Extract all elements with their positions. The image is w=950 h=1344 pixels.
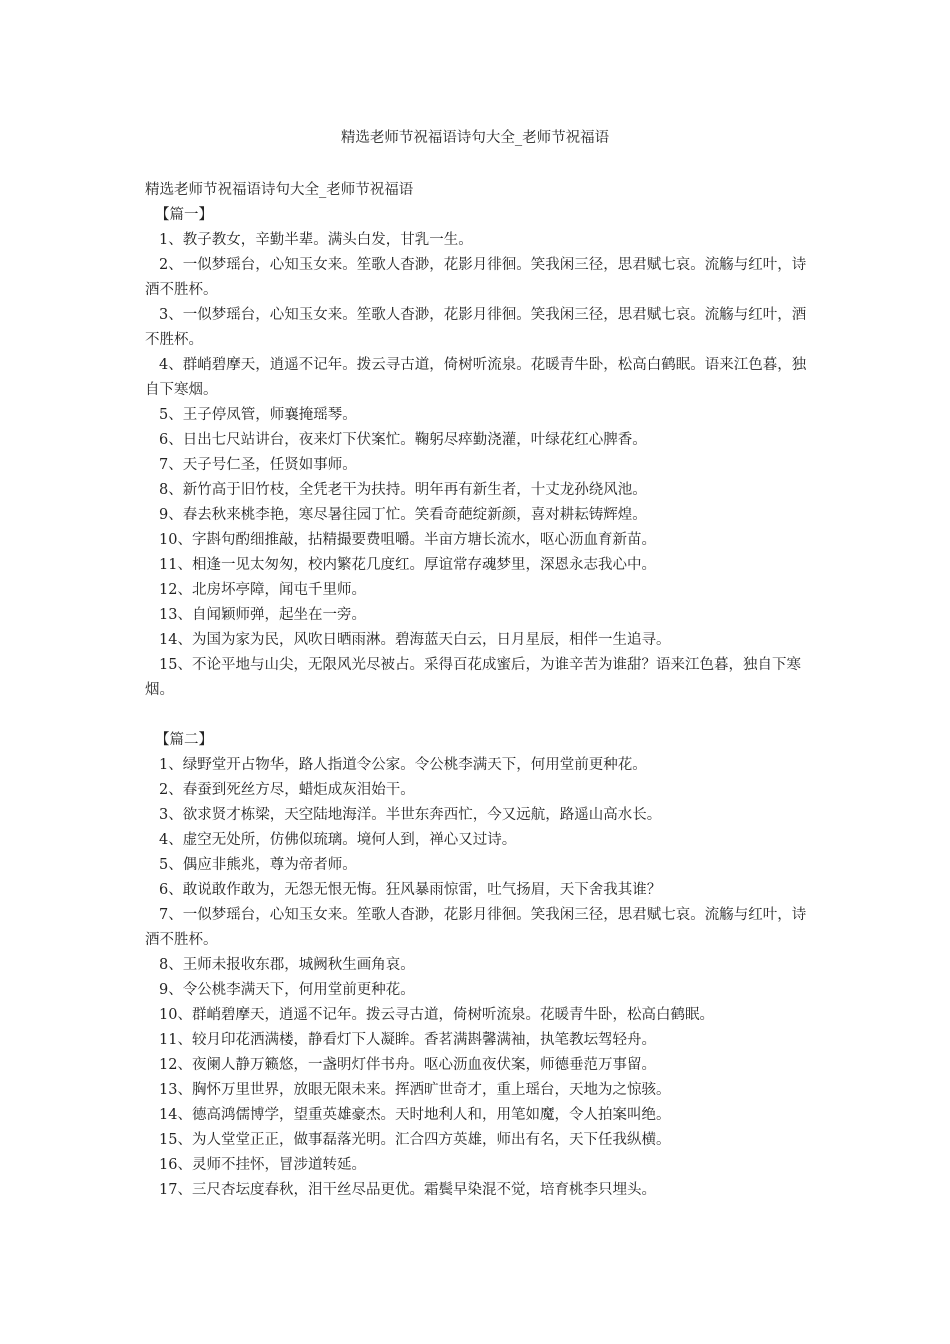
section-1 xyxy=(145,203,810,703)
poem-line: 4、群峭碧摩天，逍遥不记年。拨云寻古道，倚树听流泉。花暖青牛卧，松高白鹤眠。语来江色暮，独自下寒烟。 xyxy=(145,357,807,398)
poem-line: 3、一似梦瑶台，心知玉女来。笙歌人杳渺，花影月徘徊。笑我闲三径，思君赋七哀。流觞与红叶，酒不胜杯。 xyxy=(145,307,807,348)
poem-line: 8、新竹高于旧竹枝，全凭老干为扶持。明年再有新生者，十丈龙孙绕风池。 xyxy=(159,482,647,498)
section-heading: 【篇二】 xyxy=(155,732,213,748)
poem-line: 16、灵师不挂怀，冒涉道转延。 xyxy=(159,1157,366,1173)
poem-line: 11、相逢一见太匆匆，校内繁花几度红。厚谊常存魂梦里，深恩永志我心中。 xyxy=(159,557,656,573)
poem-line: 6、敢说敢作敢为，无怨无恨无悔。狂风暴雨惊雷，吐气扬眉，天下舍我其谁？ xyxy=(159,882,662,898)
section-heading: 【篇一】 xyxy=(155,207,213,223)
poem-line: 1、教子教女，辛勤半辈。满头白发，甘乳一生。 xyxy=(159,232,473,248)
poem-line: 15、不论平地与山尖，无限风光尽被占。采得百花成蜜后，为谁辛苦为谁甜？语来江色暮，独自下寒烟。 xyxy=(145,657,801,698)
poem-line: 4、虚空无处所，仿佛似琉璃。境何人到，禅心又过诗。 xyxy=(159,832,517,848)
poem-line: 14、为国为家为民，风吹日晒雨淋。碧海蓝天白云，日月星辰，相伴一生追寻。 xyxy=(159,632,671,648)
poem-line: 7、一似梦瑶台，心知玉女来。笙歌人杳渺，花影月徘徊。笑我闲三径，思君赋七哀。流觞与红叶，诗酒不胜杯。 xyxy=(145,907,807,948)
poem-line: 14、德高鸿儒博学，望重英雄豪杰。天时地利人和，用笔如魔，令人拍案叫绝。 xyxy=(159,1107,671,1123)
poem-line: 2、一似梦瑶台，心知玉女来。笙歌人杳渺，花影月徘徊。笑我闲三径，思君赋七哀。流觞与红叶，诗酒不胜杯。 xyxy=(145,257,807,298)
section-2 xyxy=(145,728,810,1203)
poem-line: 3、欲求贤才栋梁，天空陆地海洋。半世东奔西忙，今又远航，路遥山高水长。 xyxy=(159,807,662,823)
poem-line: 17、三尺杏坛度春秋，泪干丝尽品更优。霜鬓早染混不觉，培育桃李只埋头。 xyxy=(159,1182,656,1198)
document-subtitle: 精选老师节祝福语诗句大全_老师节祝福语 xyxy=(145,182,414,198)
poem-line: 12、夜阑人静万籁悠，一盏明灯伴书舟。呕心沥血夜伏案，师德垂范万事留。 xyxy=(159,1057,656,1073)
document-body xyxy=(145,178,810,1203)
poem-line: 8、王师未报收东郡，城阙秋生画角哀。 xyxy=(159,957,415,973)
poem-line: 13、自闻颖师弹，起坐在一旁。 xyxy=(159,607,366,623)
poem-line: 2、春蚕到死丝方尽，蜡炬成灰泪始干。 xyxy=(159,782,415,798)
document-title: 精选老师节祝福语诗句大全_老师节祝福语 xyxy=(340,130,610,146)
poem-line: 13、胸怀万里世界，放眼无限未来。挥洒旷世奇才，重上瑶台，天地为之惊骇。 xyxy=(159,1082,671,1098)
poem-line: 11、较月印花洒满楼，静看灯下人凝眸。香茗满斟馨满袖，执笔教坛驾轻舟。 xyxy=(159,1032,656,1048)
poem-line: 7、天子号仁圣，任贤如事师。 xyxy=(159,457,357,473)
poem-line: 6、日出七尺站讲台，夜来灯下伏案忙。鞠躬尽瘁勤浇灌，叶绿花红心脾香。 xyxy=(159,432,647,448)
poem-line: 15、为人堂堂正正，做事磊落光明。汇合四方英雄，师出有名，天下任我纵横。 xyxy=(159,1132,671,1148)
poem-line: 1、绿野堂开占物华，路人指道令公家。令公桃李满天下，何用堂前更种花。 xyxy=(159,757,647,773)
poem-line: 5、偶应非熊兆，尊为帝者师。 xyxy=(159,857,357,873)
poem-line: 10、群峭碧摩天，逍遥不记年。拨云寻古道，倚树听流泉。花暖青牛卧，松高白鹤眠。 xyxy=(159,1007,714,1023)
poem-line: 9、春去秋来桃李艳，寒尽暑往园丁忙。笑看奇葩绽新颜，喜对耕耘铸辉煌。 xyxy=(159,507,647,523)
poem-line: 10、字斟句酌细推敲，拈精撮要费咀嚼。半亩方塘长流水，呕心沥血育新苗。 xyxy=(159,532,656,548)
poem-line: 12、北房坏亭障，闻屯千里师。 xyxy=(159,582,366,598)
poem-line: 9、令公桃李满天下，何用堂前更种花。 xyxy=(159,982,415,998)
section-spacer xyxy=(145,703,810,728)
poem-line: 5、王子停凤管，师襄掩瑶琴。 xyxy=(159,407,357,423)
